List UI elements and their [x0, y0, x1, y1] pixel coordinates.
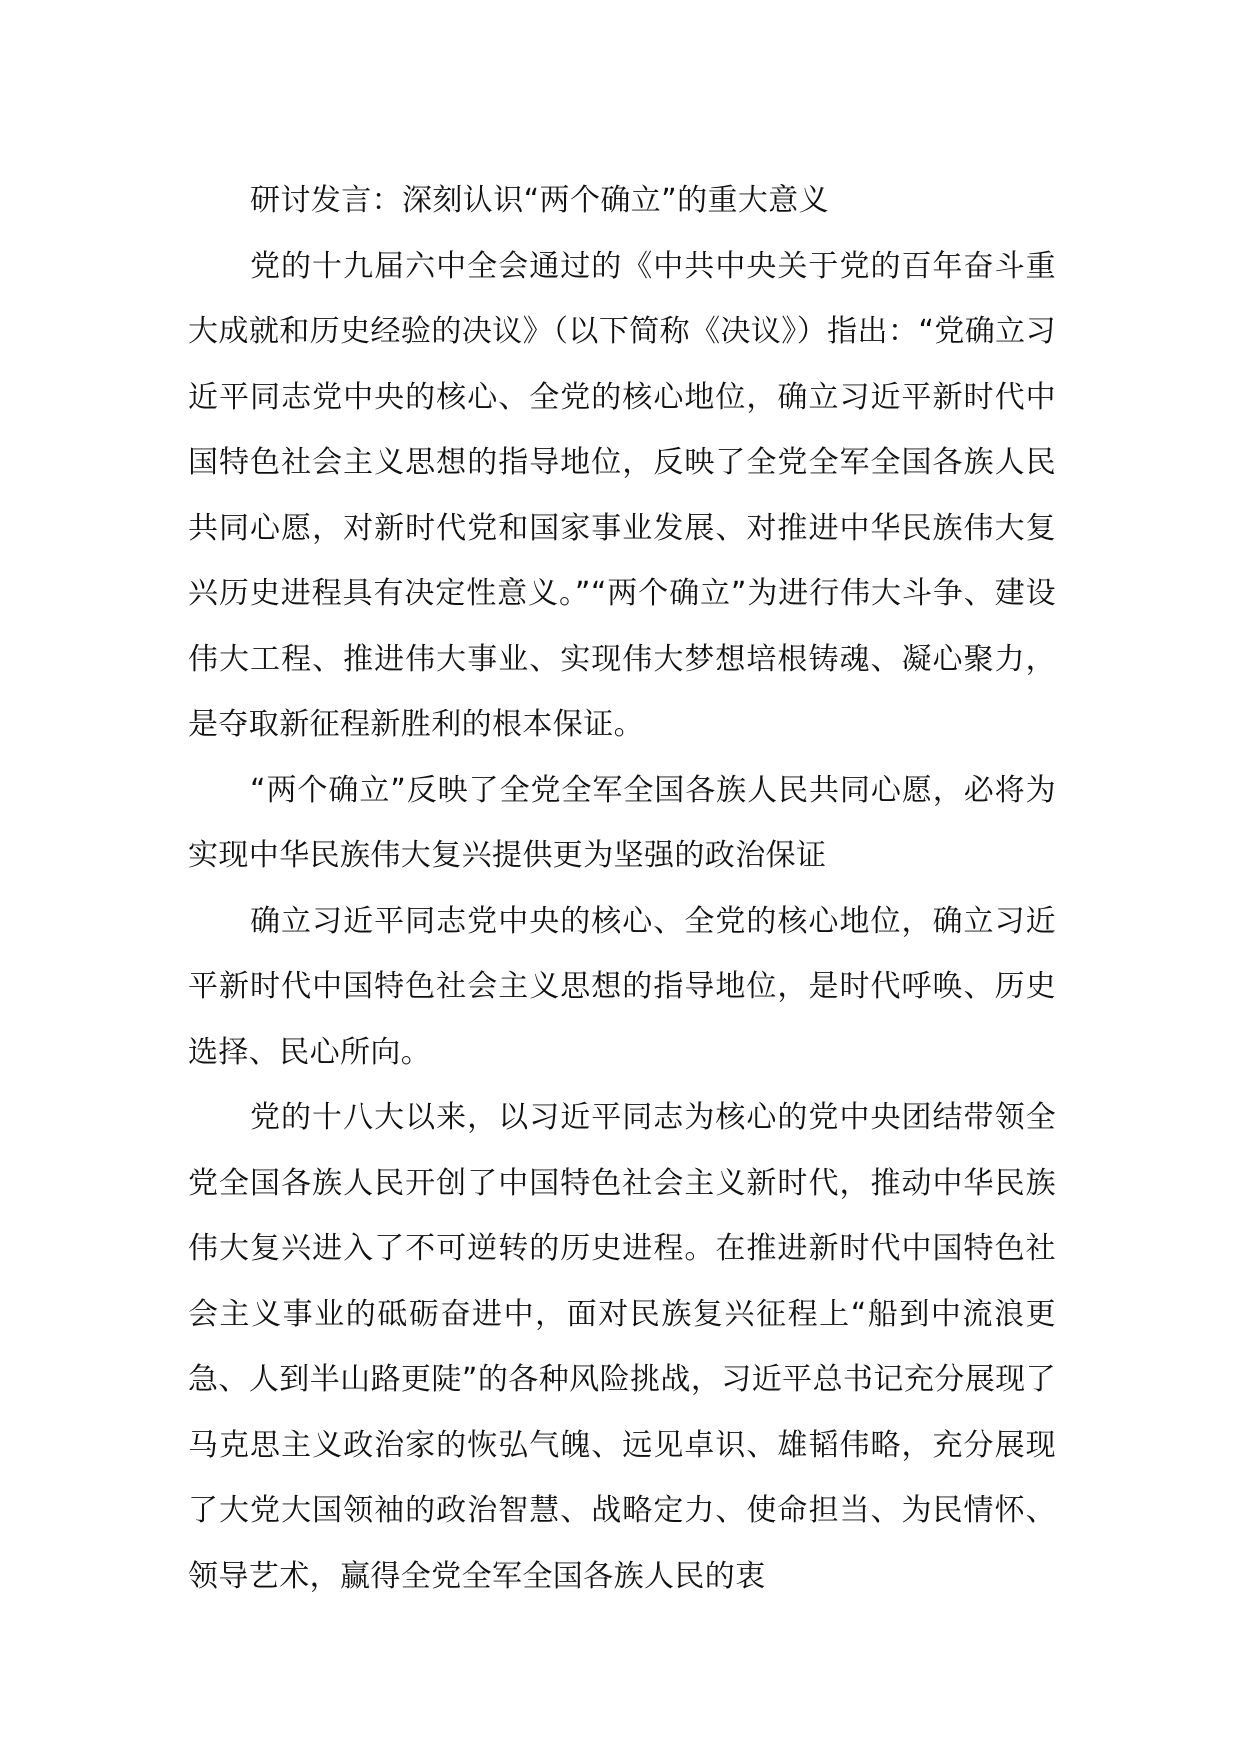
document-title: 研讨发言：深刻认识“两个确立”的重大意义: [250, 183, 830, 218]
paragraph-4: 党的十八大以来，以习近平同志为核心的党中央团结带领全党全国各族人民开创了中国特色社会主义新时代，推动中华民族伟大复兴进入了不可逆转的历史进程。在推进新时代中国特色社会主义事业的砥砺奋进中，面对民族复兴征程上“船到中流浪更急、人到半山路更陡”的各种风险挑战，习近平总书记充分展现了马克思主义政治家的恢弘气魄、远见卓识、雄韬伟略，充分展现了大党大国领袖的政治智慧、战略定力、使命担当、为民情怀、领导艺术，赢得全党全军全国各族人民的衷: [188, 1100, 1056, 1594]
paragraph-2: “两个确立”反映了全党全军全国各族人民共同心愿，必将为实现中华民族伟大复兴提供更为坚强的政治保证: [188, 772, 1056, 873]
document-body: [188, 168, 1056, 1609]
paragraph-1: 党的十九届六中全会通过的《中共中央关于党的百年奋斗重大成就和历史经验的决议》（以下简称《决议》）指出：“党确立习近平同志党中央的核心、全党的核心地位，确立习近平新时代中国特色社会主义思想的指导地位，反映了全党全军全国各族人民共同心愿，对新时代党和国家事业发展、对推进中华民族伟大复兴历史进程具有决定性意义。”“两个确立”为进行伟大斗争、建设伟大工程、推进伟大事业、实现伟大梦想培根铸魂、凝心聚力，是夺取新征程新胜利的根本保证。: [188, 248, 1056, 742]
paragraph-3: 确立习近平同志党中央的核心、全党的核心地位，确立习近平新时代中国特色社会主义思想的指导地位，是时代呼唤、历史选择、民心所向。: [188, 903, 1056, 1070]
